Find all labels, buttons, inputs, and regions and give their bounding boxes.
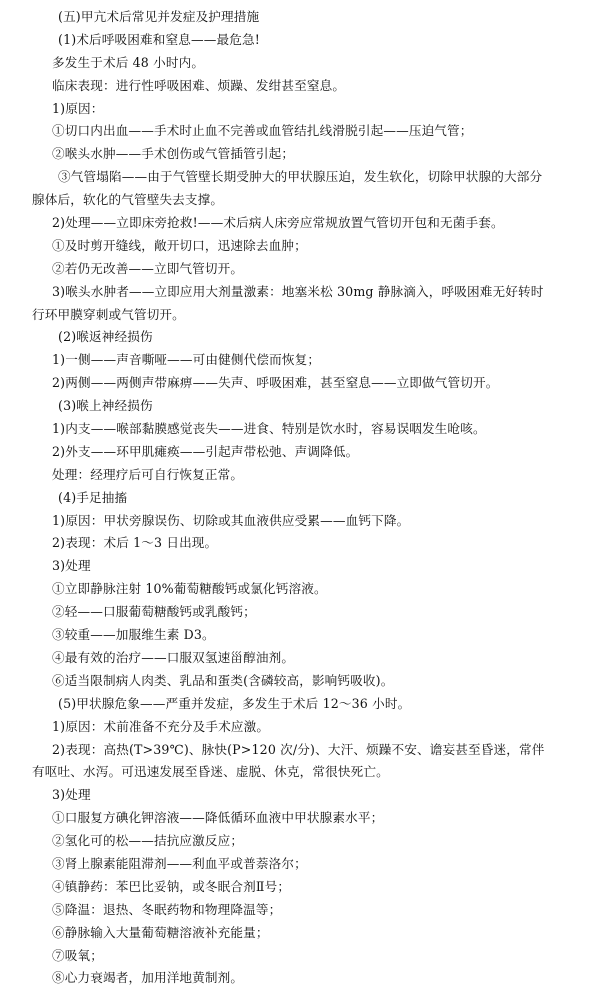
list-item: ①及时剪开缝线，敞开切口，迅速除去血肿； — [52, 237, 307, 253]
subsection-heading: (3)喉上神经损伤 — [58, 398, 153, 414]
list-item: ②氢化可的松——拮抗应激反应； — [52, 833, 244, 849]
list-item: ③肾上腺素能阻滞剂——利血平或普萘洛尔； — [52, 855, 307, 871]
list-item: ②喉头水肿——手术创伤或气管插管引起； — [52, 146, 295, 162]
text-line: 2)两侧——两侧声带麻痹——失声、呼吸困难，甚至窒息——立即做气管切开。 — [52, 375, 499, 391]
text-line: 处理：经理疗后可自行恢复正常。 — [52, 466, 244, 482]
section-heading: (五)甲亢术后常见并发症及护理措施 — [58, 9, 260, 24]
subsection-heading: (5)甲状腺危象——严重并发症，多发生于术后 12～36 小时。 — [58, 695, 411, 711]
text-line: 3)处理 — [52, 787, 91, 803]
list-item: ⑥适当限制病人肉类、乳品和蛋类(含磷较高，影响钙吸收)。 — [52, 672, 394, 688]
text-line: 3)喉头水肿者——立即应用大剂量激素：地塞米松 30mg 静脉滴入，呼吸困难无好转时 — [52, 283, 544, 299]
text-line-continuation: 腺体后，软化的气管壁失去支撑。 — [32, 192, 224, 208]
subsection-heading: (2)喉返神经损伤 — [58, 329, 153, 345]
list-item: ⑤降温：退热、冬眠药物和物理降温等； — [52, 901, 282, 917]
list-item: ④镇静药：苯巴比妥钠，或冬眠合剂Ⅱ号； — [52, 878, 291, 894]
text-line: 临床表现：进行性呼吸困难、烦躁、发绀甚至窒息。 — [52, 77, 346, 93]
list-item: ①口服复方碘化钾溶液——降低循环血液中甲状腺素水平； — [52, 810, 384, 826]
list-item: ⑥静脉输入大量葡萄糖溶液补充能量； — [52, 924, 269, 940]
text-line-continuation: 有呕吐、水泻。可迅速发展至昏迷、虚脱、休克，常很快死亡。 — [32, 764, 389, 780]
text-line: 2)处理——立即床旁抢救!——术后病人床旁应常规放置气管切开包和无菌手套。 — [52, 215, 504, 231]
list-item: ③气管塌陷——由于气管壁长期受肿大的甲状腺压迫，发生软化，切除甲状腺的大部分 — [58, 169, 543, 185]
text-line: 1)原因：甲状旁腺误伤、切除或其血液供应受累——血钙下降。 — [52, 512, 410, 528]
subsection-heading: (4)手足抽搐 — [58, 489, 128, 505]
list-item: ④最有效的治疗——口服双氢速甾醇油剂。 — [52, 649, 295, 665]
text-line: 2)表现：术后 1～3 日出现。 — [52, 535, 218, 551]
text-line: 3)处理 — [52, 558, 91, 574]
list-item: ⑧心力衰竭者，加用洋地黄制剂。 — [52, 970, 244, 986]
text-line: 2)外支——环甲肌瘫痪——引起声带松弛、声调降低。 — [52, 443, 359, 459]
text-line: 多发生于术后 48 小时内。 — [52, 54, 205, 70]
subsection-heading: (1)术后呼吸困难和窒息——最危急! — [58, 31, 260, 47]
list-item: ②若仍无改善——立即气管切开。 — [52, 260, 244, 276]
text-line-continuation: 行环甲膜穿刺或气管切开。 — [32, 306, 185, 322]
text-line: 2)表现：高热(T>39℃)、脉快(P>120 次/分)、大汗、烦躁不安、谵妄甚至昏迷，常伴 — [52, 741, 545, 757]
list-item: ⑦吸氧； — [52, 947, 103, 963]
text-line: 1)原因： — [52, 100, 104, 116]
text-line: 1)内支——喉部黏膜感觉丧失——进食、特别是饮水时，容易误咽发生呛咳。 — [52, 421, 486, 437]
list-item: ①切口内出血——手术时止血不完善或血管结扎线滑脱引起——压迫气管； — [52, 123, 473, 139]
list-item: ③较重——加服维生素 D3。 — [52, 627, 215, 643]
list-item: ①立即静脉注射 10%葡萄糖酸钙或氯化钙溶液。 — [52, 581, 327, 597]
list-item: ②轻——口服葡萄糖酸钙或乳酸钙； — [52, 604, 256, 620]
text-line: 1)一侧——声音嘶哑——可由健侧代偿而恢复； — [52, 352, 321, 368]
text-line: 1)原因：术前准备不充分及手术应激。 — [52, 718, 270, 734]
